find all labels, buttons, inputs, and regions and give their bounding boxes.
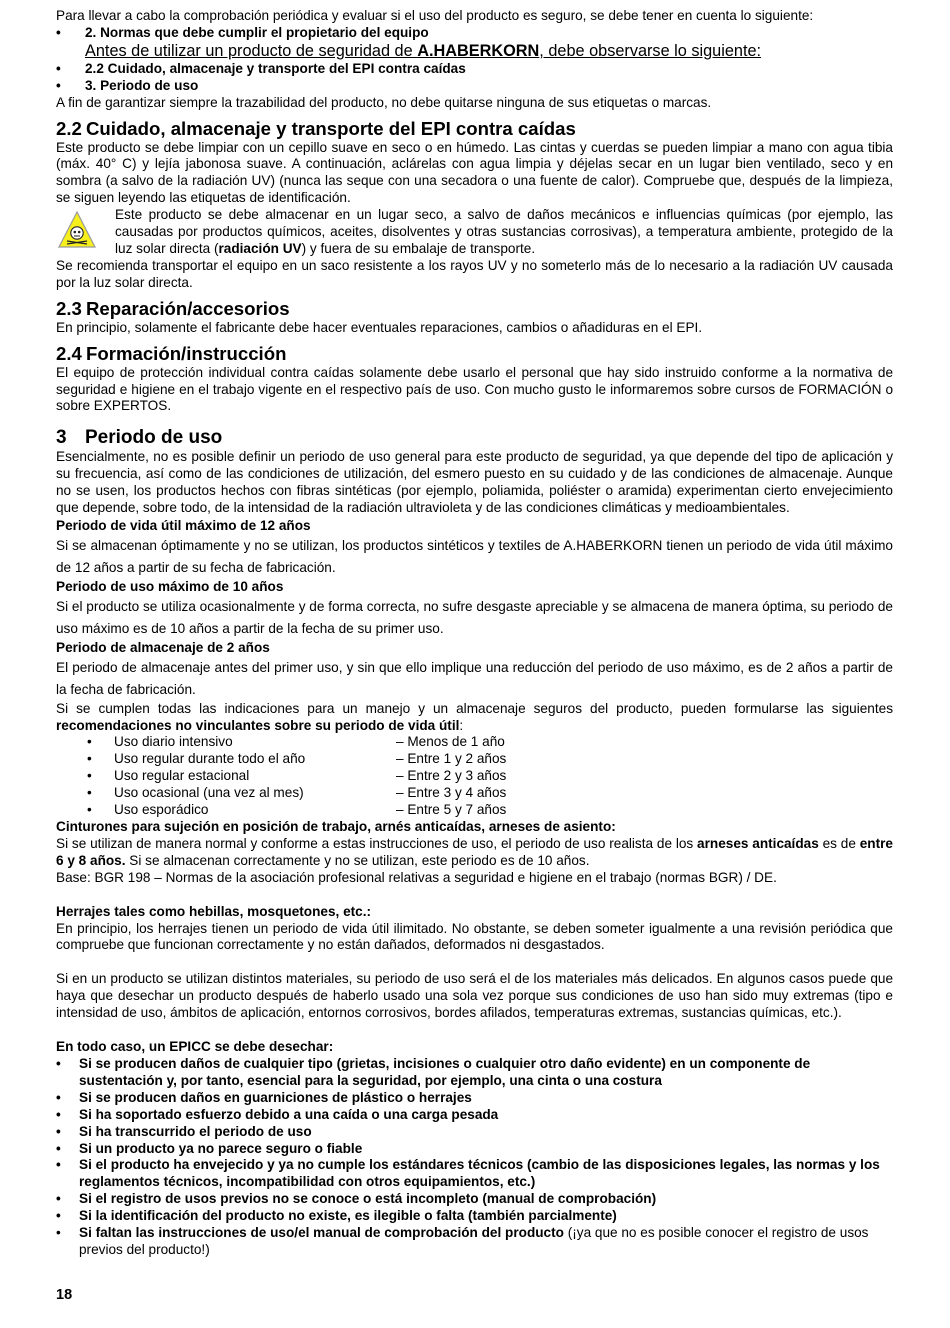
training-paragraph: El equipo de protección individual contra caídas solamente debe usarlo el personal que hay sido instruido conforme a la normativa de seguridad e higiene en el trabajo vigente en el respectivo país de uso. Con mucho gusto le informaremos sobre cursos de FORMACIÓN o sobre EXPERTOS. [56, 364, 893, 414]
storage-period-paragraph: El periodo de almacenaje antes del primer uso, y sin que ello implique una reducción del periodo de uso máximo, es de 2 años a partir de la fecha de fabricación. [56, 659, 893, 697]
hardware-paragraph: En principio, los herrajes tienen un periodo de vida útil ilimitado. No obstante, se deben someter igualmente a una revisión periódica que compruebe que funcionan correctamente y no están dañados, deformados ni desgastados. [56, 920, 893, 953]
harness-heading: Cinturones para sujeción en posición de trabajo, arnés anticaídas, arneses de asiento: [56, 819, 616, 834]
list-item: • 2.2 Cuidado, almacenaje y transporte del EPI contra caídas [56, 61, 893, 78]
list-item: • 3. Periodo de uso [56, 78, 893, 95]
list-item: • Si faltan las instrucciones de uso/el manual de comprobación del producto (¡ya que no es posible conocer el registro de usos previos del producto!) [56, 1225, 893, 1259]
list-item: • Uso esporádico – Entre 5 y 7 años [56, 802, 893, 819]
list-item: • Uso regular estacional – Entre 2 y 3 años [56, 768, 893, 785]
traceability-text: A fin de garantizar siempre la trazabilidad del producto, no debe quitarse ninguna de sus etiquetas o marcas. [56, 94, 712, 110]
document-page [56, 8, 893, 1259]
list-item: • Si ha transcurrido el periodo de uso [56, 1124, 893, 1141]
discard-heading: En todo caso, un EPICC se debe desechar: [56, 1039, 334, 1055]
page-number: 18 [56, 1287, 73, 1303]
intro-list [56, 25, 893, 42]
transport-paragraph: Se recomienda transportar el equipo en un saco resistente a los rayos UV y no someterlo más de lo necesario a la radiación UV causada por la luz solar directa. [56, 257, 893, 290]
section-heading-2-4: 2.4 Formación/instrucción [56, 342, 287, 364]
section-heading-3: 3 Periodo de uso [56, 427, 223, 449]
storage-period-heading: Periodo de almacenaje de 2 años [56, 639, 270, 655]
cleaning-paragraph: Este producto se debe limpiar con un cepillo suave en seco o en húmedo. Las cintas y cuerdas se pueden limpiar a mano con agua tibia (máx. 40° C) y lejía jabonosa suave. A continuación, aclárelas con agua limpia y déjelas secar en un lugar bien ventilado, seco y en sombra (a salvo de la radiación UV) (nunca las seque con una secadora o una fuente de calor). Compruebe que, después de la limpieza, se siguen leyendo las etiquetas de identificación. [56, 139, 893, 206]
list-item: • Si el producto ha envejecido y ya no cumple los estándares técnicos (cambio de las disposiciones legales, las normas y los reglamentos técnicos, incompatibilidad con otros equipamientos, etc.) [56, 1157, 893, 1191]
brand-name: A.HABERKORN [417, 41, 540, 60]
recommendations-intro: Si se cumplen todas las indicaciones para un manejo y un almacenaje seguros del producto, pueden formularse las siguientes recomendaciones no vinculantes sobre su periodo de vida útil: [56, 700, 893, 733]
hardware-heading: Herrajes tales como hebillas, mosquetones, etc.: [56, 903, 372, 919]
list-item: • Si la identificación del producto no existe, es ilegible o falta (también parcialmente) [56, 1208, 893, 1225]
lifetime-paragraph: Si se almacenan óptimamente y no se utilizan, los productos sintéticos y textiles de A.HABERKORN tienen un periodo de vida útil máximo de 12 años a partir de su fecha de fabricación. [56, 537, 893, 575]
list-item: • Si se producen daños en guarniciones de plástico o herrajes [56, 1090, 893, 1107]
max-use-paragraph: Si el producto se utiliza ocasionalmente y de forma correcta, no sufre desgaste apreciable y se almacena de manera óptima, su periodo de uso máximo es de 10 años a partir de la fecha de su primer uso. [56, 598, 893, 636]
list-item: • Si un producto ya no parece seguro o fiable [56, 1141, 893, 1158]
list-item: • Uso diario intensivo – Menos de 1 año [56, 734, 893, 751]
list-item: • Si el registro de usos previos no se conoce o está incompleto (manual de comprobación) [56, 1191, 893, 1208]
usage-period-paragraph: Esencialmente, no es posible definir un periodo de uso general para este producto de seguridad, ya que depende del tipo de aplicación y su frecuencia, así como de las condiciones de utilización, del esmero puesto en su cuidado y de las condiciones de almacenaje. Aunque no se usen, los productos hechos con fibras sintéticas (por ejemplo, poliamida, poliéster o aramida) experimentan cierto envejecimiento que depende, sobre todo, de la intensidad de la radiación ultravioleta y de las condiciones climáticas y medioambientales. [56, 449, 893, 516]
repair-paragraph: En principio, solamente el fabricante debe hacer eventuales reparaciones, cambios o añadiduras en el EPI. [56, 319, 703, 335]
list-item: • Uso regular durante todo el año – Entre 1 y 2 años [56, 751, 893, 768]
intro-text: Para llevar a cabo la comprobación periódica y evaluar si el uso del producto es seguro, se debe tener en cuenta lo siguiente: [56, 8, 814, 23]
intro-list-2 [56, 61, 893, 95]
lifetime-heading: Periodo de vida útil máximo de 12 años [56, 517, 311, 533]
storage-warning: Este producto se debe almacenar en un lugar seco, a salvo de daños mecánicos e influencias químicas (por ejemplo, las causadas por productos químicos, aceites, disolventes y otras sustancias corrosivas), a temperatura ambiente, protegido de la luz solar directa (radiación UV) y fuera de su embalaje de transporte. [56, 207, 893, 258]
list-item: • Uso ocasional (una vez al mes) – Entre 3 y 4 años [56, 785, 893, 802]
section-heading-2-2: 2.2 Cuidado, almacenaje y transporte del EPI contra caídas [56, 117, 576, 139]
list-item: • Si se producen daños de cualquier tipo (grietas, incisiones o cualquier otro daño evidente) en un componente de sustentación y, por tanto, esencial para la seguridad, por ejemplo, una cinta o una costura [56, 1056, 893, 1090]
section-heading-2-3: 2.3 Reparación/accesorios [56, 297, 290, 319]
discard-list [56, 1056, 893, 1259]
haberkorn-note: Antes de utilizar un producto de seguridad de A.HABERKORN, debe observarse lo siguiente: [85, 41, 762, 60]
uv-radiation: radiación UV [218, 240, 302, 256]
recommendation-list [56, 734, 893, 819]
max-use-heading: Periodo de uso máximo de 10 años [56, 578, 284, 594]
list-item: • 2. Normas que debe cumplir el propietario del equipo [56, 25, 893, 42]
harness-paragraph: Si se utilizan de manera normal y conforme a estas instrucciones de uso, el periodo de uso realista de los arneses anticaídas es de entre 6 y 8 años. Si se almacenan correctamente y no se utilizan, este periodo es de 10 años. [56, 835, 893, 868]
hazard-warning-icon [57, 210, 97, 250]
list-item: • Si ha soportado esfuerzo debido a una caída o una carga pesada [56, 1107, 893, 1124]
materials-paragraph: Si en un producto se utilizan distintos materiales, su periodo de uso será el de los materiales más delicados. En algunos casos puede que haya que desechar un producto después de haberlo usado una sola vez porque sus condiciones de uso han sido muy extremas (tipo e intensidad de uso, ámbitos de aplicación, entornos corrosivos, bordes afilados, temperaturas extremas, sustancias químicas, etc.). [56, 971, 893, 1021]
base-reference: Base: BGR 198 – Normas de la asociación profesional relativas a seguridad e higiene en el trabajo (normas BGR) / DE. [56, 869, 777, 885]
